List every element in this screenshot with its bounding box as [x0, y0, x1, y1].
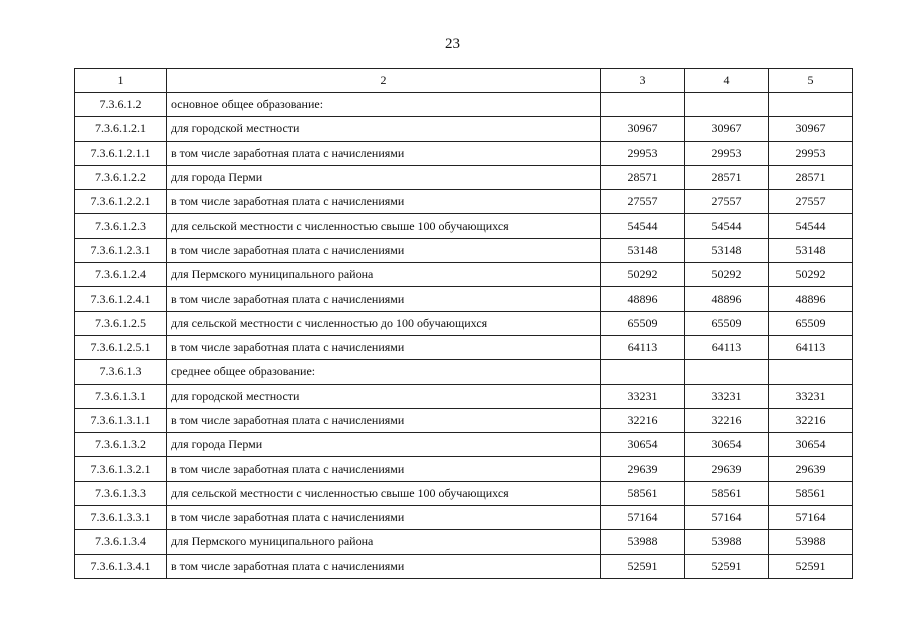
row-description-cell: в том числе заработная плата с начислениями — [167, 287, 601, 311]
row-value-col3: 33231 — [601, 384, 685, 408]
row-description-cell: в том числе заработная плата с начислениями — [167, 506, 601, 530]
header-cell-4: 4 — [685, 69, 769, 93]
row-code-cell: 7.3.6.1.2.3.1 — [75, 238, 167, 262]
row-description-cell: для городской местности — [167, 117, 601, 141]
row-value-col3: 29639 — [601, 457, 685, 481]
row-value-col4: 54544 — [685, 214, 769, 238]
row-value-col5: 65509 — [769, 311, 853, 335]
row-description-cell: в том числе заработная плата с начислениями — [167, 141, 601, 165]
table-row — [75, 360, 853, 384]
row-value-col5: 58561 — [769, 481, 853, 505]
row-value-col5: 27557 — [769, 190, 853, 214]
row-code-cell: 7.3.6.1.2.2.1 — [75, 190, 167, 214]
table-row — [75, 190, 853, 214]
table-header-row — [75, 69, 853, 93]
row-value-col3 — [601, 93, 685, 117]
row-value-col4: 53148 — [685, 238, 769, 262]
row-value-col4: 64113 — [685, 335, 769, 359]
header-cell-3: 3 — [601, 69, 685, 93]
row-code-cell: 7.3.6.1.3.2.1 — [75, 457, 167, 481]
row-description-cell: для города Перми — [167, 433, 601, 457]
row-description-cell: в том числе заработная плата с начислениями — [167, 190, 601, 214]
row-value-col3: 52591 — [601, 554, 685, 578]
row-value-col3: 50292 — [601, 263, 685, 287]
row-code-cell: 7.3.6.1.3.4 — [75, 530, 167, 554]
page-number: 23 — [445, 36, 460, 52]
table-row — [75, 530, 853, 554]
row-code-cell: 7.3.6.1.2 — [75, 93, 167, 117]
table-row — [75, 481, 853, 505]
row-value-col5: 50292 — [769, 263, 853, 287]
row-value-col5 — [769, 93, 853, 117]
row-value-col4: 50292 — [685, 263, 769, 287]
row-value-col4: 30967 — [685, 117, 769, 141]
row-value-col3: 30967 — [601, 117, 685, 141]
table-row — [75, 93, 853, 117]
row-value-col5: 57164 — [769, 506, 853, 530]
row-value-col5: 54544 — [769, 214, 853, 238]
row-value-col5: 52591 — [769, 554, 853, 578]
row-code-cell: 7.3.6.1.2.5.1 — [75, 335, 167, 359]
table-row — [75, 165, 853, 189]
header-cell-5: 5 — [769, 69, 853, 93]
row-description-cell: для Пермского муниципального района — [167, 530, 601, 554]
row-value-col5: 32216 — [769, 408, 853, 432]
row-value-col4: 58561 — [685, 481, 769, 505]
row-value-col4: 32216 — [685, 408, 769, 432]
row-description-cell: для Пермского муниципального района — [167, 263, 601, 287]
row-value-col3: 53148 — [601, 238, 685, 262]
row-value-col4: 33231 — [685, 384, 769, 408]
row-description-cell: для сельской местности с численностью свыше 100 обучающихся — [167, 214, 601, 238]
row-value-col5: 29639 — [769, 457, 853, 481]
row-value-col5: 29953 — [769, 141, 853, 165]
row-code-cell: 7.3.6.1.2.2 — [75, 165, 167, 189]
row-value-col3: 28571 — [601, 165, 685, 189]
table-row — [75, 433, 853, 457]
row-code-cell: 7.3.6.1.2.1.1 — [75, 141, 167, 165]
table-body — [75, 69, 853, 579]
table-row — [75, 408, 853, 432]
row-value-col5: 53988 — [769, 530, 853, 554]
table-row — [75, 117, 853, 141]
table-row — [75, 384, 853, 408]
row-value-col4: 52591 — [685, 554, 769, 578]
row-description-cell: для городской местности — [167, 384, 601, 408]
row-code-cell: 7.3.6.1.3.3 — [75, 481, 167, 505]
row-value-col4: 30654 — [685, 433, 769, 457]
row-value-col4: 28571 — [685, 165, 769, 189]
row-value-col4: 48896 — [685, 287, 769, 311]
table-row — [75, 457, 853, 481]
row-description-cell: для сельской местности с численностью свыше 100 обучающихся — [167, 481, 601, 505]
row-code-cell: 7.3.6.1.2.4 — [75, 263, 167, 287]
table-row — [75, 506, 853, 530]
header-cell-1: 1 — [75, 69, 167, 93]
row-value-col5: 33231 — [769, 384, 853, 408]
row-value-col3: 48896 — [601, 287, 685, 311]
row-value-col5: 30967 — [769, 117, 853, 141]
row-value-col3: 27557 — [601, 190, 685, 214]
row-description-cell: для сельской местности с численностью до 100 обучающихся — [167, 311, 601, 335]
table-row — [75, 238, 853, 262]
row-description-cell: в том числе заработная плата с начислениями — [167, 408, 601, 432]
row-value-col3: 32216 — [601, 408, 685, 432]
row-value-col5: 28571 — [769, 165, 853, 189]
row-description-cell: для города Перми — [167, 165, 601, 189]
row-code-cell: 7.3.6.1.2.5 — [75, 311, 167, 335]
row-code-cell: 7.3.6.1.2.1 — [75, 117, 167, 141]
row-code-cell: 7.3.6.1.3 — [75, 360, 167, 384]
header-cell-2: 2 — [167, 69, 601, 93]
row-value-col3: 65509 — [601, 311, 685, 335]
table-row — [75, 335, 853, 359]
row-code-cell: 7.3.6.1.2.4.1 — [75, 287, 167, 311]
row-value-col4 — [685, 360, 769, 384]
row-code-cell: 7.3.6.1.3.1 — [75, 384, 167, 408]
row-code-cell: 7.3.6.1.3.1.1 — [75, 408, 167, 432]
row-value-col4: 29639 — [685, 457, 769, 481]
row-description-cell: в том числе заработная плата с начислениями — [167, 335, 601, 359]
budget-table — [74, 68, 853, 579]
row-value-col4: 27557 — [685, 190, 769, 214]
row-value-col4: 53988 — [685, 530, 769, 554]
row-value-col5: 48896 — [769, 287, 853, 311]
row-description-cell: основное общее образование: — [167, 93, 601, 117]
row-value-col3: 29953 — [601, 141, 685, 165]
row-value-col4 — [685, 93, 769, 117]
table-row — [75, 263, 853, 287]
row-code-cell: 7.3.6.1.3.3.1 — [75, 506, 167, 530]
row-description-cell: в том числе заработная плата с начислениями — [167, 238, 601, 262]
row-value-col3 — [601, 360, 685, 384]
table-row — [75, 214, 853, 238]
row-value-col5: 30654 — [769, 433, 853, 457]
table-row — [75, 141, 853, 165]
row-code-cell: 7.3.6.1.2.3 — [75, 214, 167, 238]
row-code-cell: 7.3.6.1.3.2 — [75, 433, 167, 457]
table-row — [75, 287, 853, 311]
row-value-col4: 57164 — [685, 506, 769, 530]
row-value-col5: 64113 — [769, 335, 853, 359]
row-value-col4: 65509 — [685, 311, 769, 335]
row-description-cell: среднее общее образование: — [167, 360, 601, 384]
row-value-col3: 57164 — [601, 506, 685, 530]
table-row — [75, 311, 853, 335]
table-row — [75, 554, 853, 578]
row-value-col3: 30654 — [601, 433, 685, 457]
row-value-col5 — [769, 360, 853, 384]
row-value-col3: 64113 — [601, 335, 685, 359]
row-value-col3: 54544 — [601, 214, 685, 238]
row-value-col4: 29953 — [685, 141, 769, 165]
row-description-cell: в том числе заработная плата с начислениями — [167, 457, 601, 481]
row-value-col3: 53988 — [601, 530, 685, 554]
row-description-cell: в том числе заработная плата с начислениями — [167, 554, 601, 578]
row-value-col3: 58561 — [601, 481, 685, 505]
row-code-cell: 7.3.6.1.3.4.1 — [75, 554, 167, 578]
row-value-col5: 53148 — [769, 238, 853, 262]
